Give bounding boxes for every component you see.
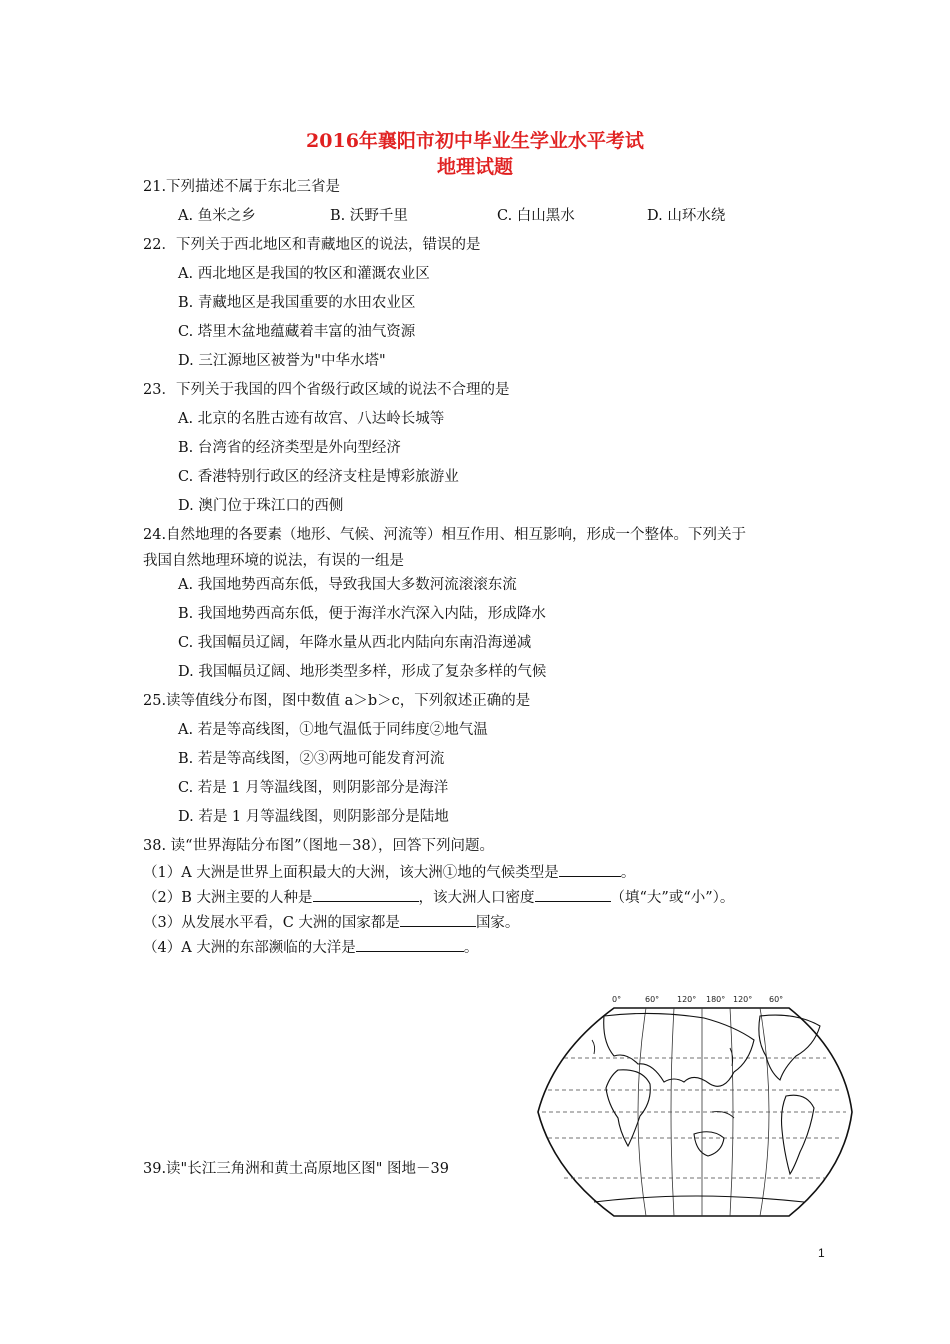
question-24-stem-line1: 24.自然地理的各要素（地形、气候、河流等）相互作用、相互影响，形成一个整体。下列关于 — [143, 527, 747, 543]
question-23-option-c: C. 香港特别行政区的经济支柱是博彩旅游业 — [178, 469, 459, 485]
question-23-stem: 23．下列关于我国的四个省级行政区域的说法不合理的是 — [143, 382, 510, 398]
answer-blank-4[interactable] — [400, 912, 476, 927]
continent-africa-outline — [606, 1070, 650, 1146]
question-38-part-3 — [143, 912, 519, 932]
question-21-option-b: B. 沃野千里 — [330, 208, 408, 224]
question-22-stem: 22．下列关于西北地区和青藏地区的说法，错误的是 — [143, 237, 481, 253]
question-25-option-a: A. 若是等高线图，①地气温低于同纬度②地气温 — [178, 722, 488, 738]
question-22-option-a: A. 西北地区是我国的牧区和灌溉农业区 — [178, 266, 430, 282]
question-22-option-c: C. 塔里木盆地蕴藏着丰富的油气资源 — [178, 324, 416, 340]
question-38-stem: 38. 读“世界海陆分布图”（图地－38），回答下列问题。 — [143, 838, 494, 854]
answer-blank-2[interactable] — [313, 887, 419, 902]
exam-title: 2016年襄阳市初中毕业生学业水平考试 — [306, 130, 644, 152]
question-23-option-d: D. 澳门位于珠江口的西侧 — [178, 498, 344, 514]
continent-north-america-outline — [759, 1015, 820, 1080]
answer-blank-3[interactable] — [535, 887, 611, 902]
page-number: 1 — [818, 1246, 825, 1260]
question-25-option-d: D. 若是 1 月等温线图，则阴影部分是陆地 — [178, 809, 449, 825]
question-24-option-a: A. 我国地势西高东低，导致我国大多数河流滚滚东流 — [178, 577, 517, 593]
continent-australia-outline — [694, 1132, 724, 1156]
question-38-part-2 — [143, 887, 734, 907]
question-23-option-b: B. 台湾省的经济类型是外向型经济 — [178, 440, 401, 456]
continent-antarctica-outline — [594, 1196, 804, 1202]
exam-subtitle: 地理试题 — [436, 156, 513, 178]
question-25-option-c: C. 若是 1 月等温线图，则阴影部分是海洋 — [178, 780, 449, 796]
question-38-part-1-text: （1）A 大洲是世界上面积最大的大洲，该大洲①地的气候类型是 — [143, 865, 559, 881]
question-22-option-b: B. 青藏地区是我国重要的水田农业区 — [178, 295, 416, 311]
question-21-option-d: D. 山环水绕 — [647, 208, 726, 224]
island-outline — [592, 1040, 595, 1054]
question-23-option-a: A. 北京的名胜古迹有故宫、八达岭长城等 — [178, 411, 445, 427]
question-24-option-c: C. 我国幅员辽阔，年降水量从西北内陆向东南沿海递减 — [178, 635, 532, 651]
continent-south-america-outline — [782, 1095, 815, 1174]
question-38-part-1-end: 。 — [620, 865, 636, 881]
question-38-part-4-text: （4）A 大洲的东部濒临的大洋是 — [143, 940, 356, 956]
question-39-stem: 39.读"长江三角洲和黄土高原地区图" 图地－39 — [143, 1161, 449, 1177]
world-map-figure — [534, 992, 854, 1224]
longitude-label: 180° — [706, 995, 726, 1004]
question-38-part-4-end: 。 — [463, 940, 479, 956]
question-21-option-a: A. 鱼米之乡 — [178, 208, 256, 224]
longitude-label: 0° — [612, 995, 622, 1004]
answer-blank-5[interactable] — [356, 937, 464, 952]
question-38-part-1 — [143, 862, 635, 882]
longitude-label: 120° — [733, 995, 753, 1004]
question-21-stem: 21.下列描述不属于东北三省是 — [143, 179, 341, 195]
question-21-option-c: C. 白山黑水 — [497, 208, 575, 224]
question-38-part-4 — [143, 937, 478, 957]
longitude-label: 60° — [769, 995, 784, 1004]
question-24-stem-line2: 我国自然地理环境的说法，有误的一组是 — [143, 553, 404, 569]
answer-blank-1[interactable] — [559, 862, 621, 877]
continent-eurasia-outline — [604, 1013, 754, 1086]
question-24-option-b: B. 我国地势西高东低，便于海洋水汽深入内陆，形成降水 — [178, 606, 546, 622]
longitude-label: 60° — [645, 995, 660, 1004]
question-38-part-2-end: （填“大”或“小”）。 — [610, 890, 735, 906]
island-outline — [712, 1112, 734, 1118]
question-25-option-b: B. 若是等高线图，②③两地可能发育河流 — [178, 751, 445, 767]
question-24-option-d: D. 我国幅员辽阔、地形类型多样，形成了复杂多样的气候 — [178, 664, 547, 680]
question-22-option-d: D. 三江源地区被誉为"中华水塔" — [178, 353, 386, 369]
question-25-stem: 25.读等值线分布图，图中数值 a＞b＞c，下列叙述正确的是 — [143, 693, 531, 709]
question-38-part-2-text: （2）B 大洲主要的人种是 — [143, 890, 313, 906]
question-38-part-2-mid: ，该大洲人口密度 — [418, 890, 535, 906]
question-38-part-3-text: （3）从发展水平看，C 大洲的国家都是 — [143, 915, 400, 931]
longitude-label: 120° — [677, 995, 697, 1004]
question-38-part-3-end: 国家。 — [475, 915, 520, 931]
